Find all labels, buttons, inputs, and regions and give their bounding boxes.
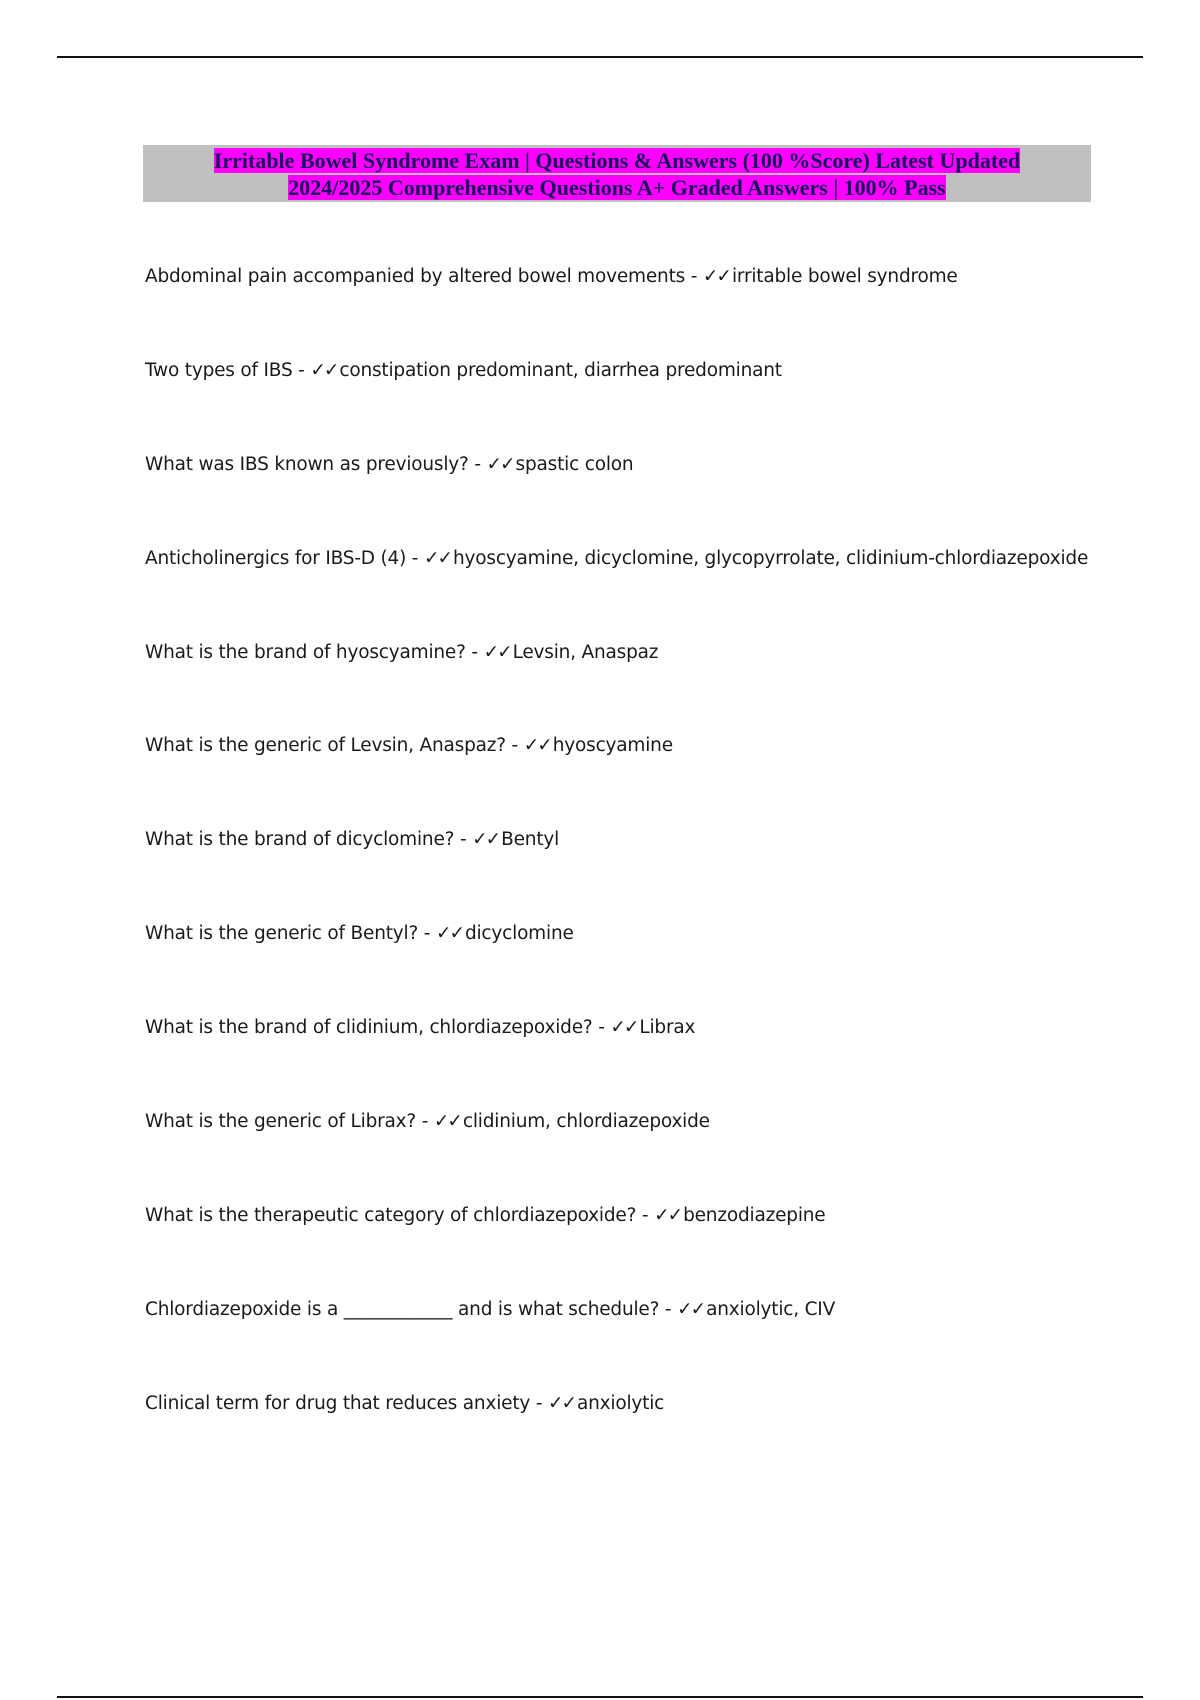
qa-item: [145, 450, 1155, 544]
qa-list: [145, 262, 1155, 1483]
double-check-icon: ✓✓: [310, 359, 338, 381]
answer-text: spastic colon: [515, 453, 634, 475]
separator: -: [292, 359, 311, 381]
question-text: What is the brand of hyoscyamine?: [145, 641, 466, 663]
title-line-2: 2024/2025 Comprehensive Questions A+ Graded Answers | 100% Pass: [288, 175, 946, 200]
answer-text: anxiolytic: [577, 1392, 665, 1414]
double-check-icon: ✓✓: [677, 1298, 705, 1320]
answer-text: Bentyl: [501, 829, 560, 851]
qa-item: [145, 1389, 1155, 1483]
qa-item: [145, 544, 1155, 638]
separator: -: [685, 266, 703, 287]
double-check-icon: ✓✓: [486, 453, 514, 475]
double-check-icon: ✓✓: [523, 735, 551, 757]
double-check-icon: ✓✓: [483, 641, 511, 663]
double-check-icon: ✓✓: [702, 266, 730, 287]
double-check-icon: ✓✓: [435, 923, 463, 945]
bottom-rule: [57, 1696, 1143, 1698]
question-text: What is the brand of clidinium, chlordiazepoxide?: [145, 1017, 593, 1039]
double-check-icon: ✓✓: [472, 829, 500, 851]
separator: -: [530, 1392, 548, 1414]
separator: -: [416, 1111, 434, 1133]
question-text: Anticholinergics for IBS-D (4): [145, 547, 407, 569]
qa-item: [145, 356, 1155, 450]
qa-item: [145, 1201, 1155, 1295]
qa-item: [145, 1295, 1155, 1389]
top-rule: [57, 56, 1143, 58]
answer-text: hyoscyamine, dicyclomine, glycopyrrolate, clidinium-chlordiazepoxide: [452, 547, 1089, 569]
answer-text: hyoscyamine: [552, 735, 673, 757]
question-text: What is the generic of Bentyl?: [145, 923, 419, 945]
separator: -: [592, 1017, 611, 1039]
qa-item: [145, 638, 1155, 732]
qa-item: [145, 262, 1155, 356]
separator: -: [454, 829, 473, 851]
question-text: What is the generic of Librax?: [145, 1111, 417, 1133]
title-line-1: Irritable Bowel Syndrome Exam | Questions & Answers (100 %Score) Latest Updated: [213, 148, 1021, 173]
question-text: Two types of IBS: [145, 359, 293, 381]
separator: -: [418, 923, 436, 945]
document-title: [143, 145, 1091, 202]
separator: -: [468, 453, 487, 475]
answer-text: irritable bowel syndrome: [731, 266, 958, 287]
question-text: Chlordiazepoxide is a ____________ and is what schedule?: [145, 1298, 660, 1320]
qa-item: [145, 919, 1155, 1013]
answer-text: Librax: [639, 1017, 696, 1039]
qa-item: [145, 1013, 1155, 1107]
separator: -: [465, 641, 484, 663]
answer-text: clidinium, chlordiazepoxide: [462, 1111, 710, 1133]
double-check-icon: ✓✓: [547, 1392, 575, 1414]
answer-text: constipation predominant, diarrhea predominant: [339, 359, 782, 381]
qa-item: [145, 825, 1155, 919]
question-text: What is the therapeutic category of chlordiazepoxide?: [145, 1204, 637, 1226]
double-check-icon: ✓✓: [654, 1204, 682, 1226]
question-text: Abdominal pain accompanied by altered bowel movements: [145, 266, 686, 287]
answer-text: benzodiazepine: [683, 1204, 826, 1226]
question-text: What is the brand of dicyclomine?: [145, 829, 455, 851]
qa-item: [145, 1107, 1155, 1201]
qa-item: [145, 731, 1155, 825]
question-text: What was IBS known as previously?: [145, 453, 469, 475]
separator: -: [659, 1298, 678, 1320]
double-check-icon: ✓✓: [433, 1111, 461, 1133]
answer-text: dicyclomine: [464, 923, 574, 945]
double-check-icon: ✓✓: [423, 547, 451, 569]
separator: -: [505, 735, 524, 757]
answer-text: anxiolytic, CIV: [706, 1298, 836, 1320]
question-text: Clinical term for drug that reduces anxiety: [145, 1392, 531, 1414]
separator: -: [636, 1204, 655, 1226]
double-check-icon: ✓✓: [610, 1017, 638, 1039]
question-text: What is the generic of Levsin, Anaspaz?: [145, 735, 506, 757]
answer-text: Levsin, Anaspaz: [512, 641, 659, 663]
separator: -: [406, 547, 424, 569]
